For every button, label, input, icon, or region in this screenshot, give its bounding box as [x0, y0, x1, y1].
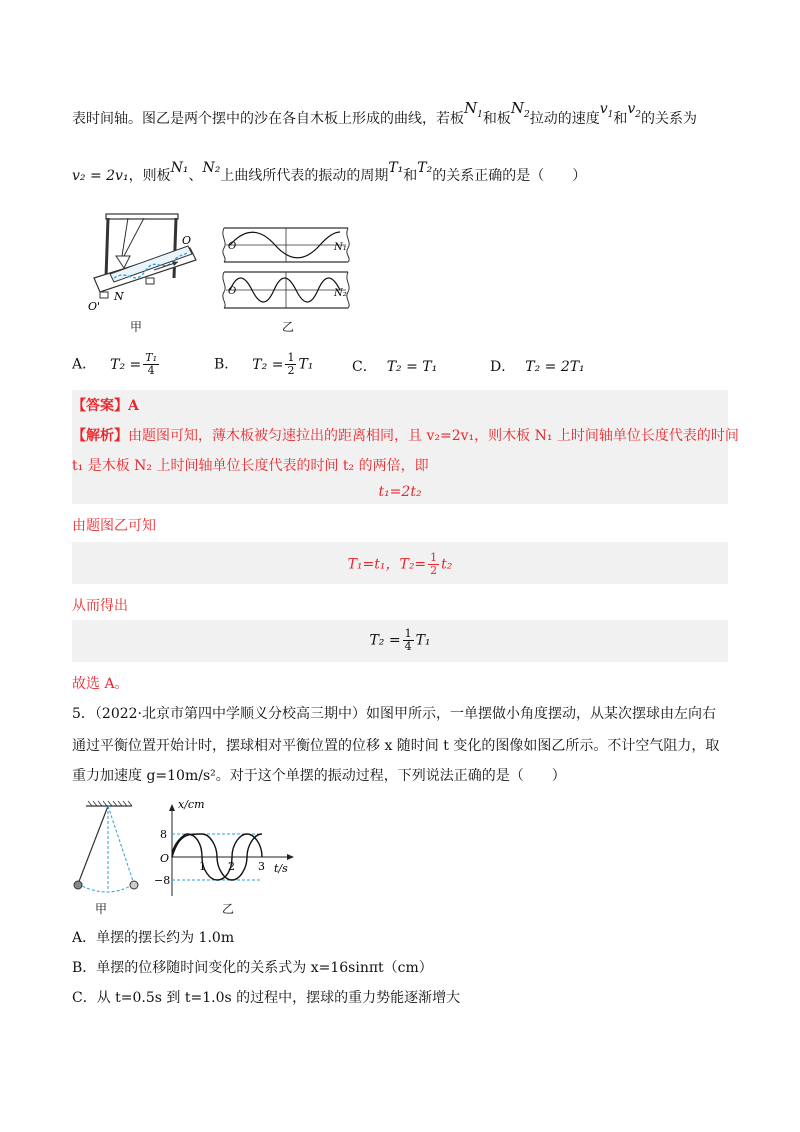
graph-ylabel: x/cm: [178, 798, 205, 811]
option-d[interactable]: D． T₂ = 2T₁: [490, 359, 585, 375]
q5-line-3: 重力加速度 g=10m/s²。对于这个单摆的振动过程，下列说法正确的是（ ）: [72, 768, 566, 784]
q5-option-a[interactable]: A．单摆的摆长约为 1.0m: [72, 930, 235, 946]
figure-jia-pendulum-caption: 甲: [95, 902, 108, 916]
q5-line-1: 5．（2022·北京市第四中学顺义分校高三期中）如图甲所示，一单摆做小角度摆动，从某次摆球由左向右: [72, 706, 716, 722]
q5-option-c[interactable]: C．从 t=0.5s 到 t=1.0s 的过程中，摆球的重力势能逐渐增大: [72, 990, 461, 1006]
figure-yi-graph-caption: 乙: [222, 902, 235, 916]
choose-text: 故选 A。: [72, 676, 129, 692]
figure-yi-curves: [220, 224, 352, 316]
label-n1: N₁: [334, 242, 347, 253]
equation-2: T₁=t₁，T₂= $\frac{1}{2}$ t₂: [347, 551, 453, 577]
label-o-prime: O': [88, 300, 101, 313]
label-n: N: [114, 290, 124, 303]
label-o-n2: O: [228, 286, 237, 297]
answer-label: 【答案】A: [72, 398, 139, 414]
figure-yi-graph: [150, 796, 300, 898]
analysis-line-2: t₁ 是木板 N₂ 上时间轴单位长度代表的时间 t₂ 的两倍，即: [72, 458, 429, 474]
q5-line-2: 通过平衡位置开始计时，摆球相对平衡位置的位移 x 随时间 t 变化的图像如图乙所示。不计空气阻力，取: [72, 738, 720, 754]
graph-origin: O: [160, 852, 170, 865]
figure-jia-pendulum: [70, 800, 150, 900]
graph-xlabel: t/s: [274, 862, 288, 875]
therefore-text: 从而得出: [72, 598, 128, 614]
option-b[interactable]: B． T₂ = $\frac{1}{2}$ T₁: [214, 351, 314, 377]
equation-1: t₁=2t₂: [378, 484, 422, 500]
label-o: O: [182, 234, 192, 247]
graph-y-top: 8: [160, 828, 167, 841]
n2-symbol: $N_2$: [510, 99, 530, 120]
analysis-line-1: 【解析】由题图可知，薄木板被匀速拉出的距离相同，且 v₂=2v₁，则木板 N₁ 上时间轴单位长度代表的时间: [72, 428, 739, 444]
figure-jia-caption: 甲: [130, 320, 143, 334]
q5-option-b[interactable]: B．单摆的位移随时间变化的关系式为 x=16sinπt（cm）: [72, 960, 433, 976]
v1-symbol: $v_1$: [599, 101, 614, 120]
n1-symbol: $N_1$: [464, 99, 483, 120]
label-n2: N₂: [334, 288, 347, 299]
label-o-n1: O: [228, 241, 237, 252]
graph-y-bottom: −8: [154, 874, 171, 887]
question-text-line-2: v₂ = 2v₁，则板N₁、N₂上曲线所代表的振动的周期T₁和T₂的关系正确的是（ ）: [72, 160, 587, 184]
figure-jia-apparatus: [84, 208, 204, 338]
graph-x1: 1: [199, 860, 206, 873]
v2-symbol: $v_2$: [627, 101, 642, 120]
equation-3: T₂ = $\frac{1}{4}$ T₁: [369, 627, 431, 653]
option-a[interactable]: A． T₂ = $\frac{\text{T₁}}{4}$: [72, 351, 158, 377]
question-text-line-1: 表时间轴。图乙是两个摆中的沙在各自木板上形成的曲线，若板$N_1$和板$N_2$拉动的速度$v_1$和$v_2$的关系为: [72, 99, 698, 127]
figure-yi-caption: 乙: [282, 320, 295, 334]
from-figure-yi: 由题图乙可知: [72, 518, 156, 534]
graph-x3: 3: [258, 860, 265, 873]
option-c[interactable]: C． T₂ = T₁: [352, 359, 438, 375]
graph-x2: 2: [228, 860, 235, 873]
